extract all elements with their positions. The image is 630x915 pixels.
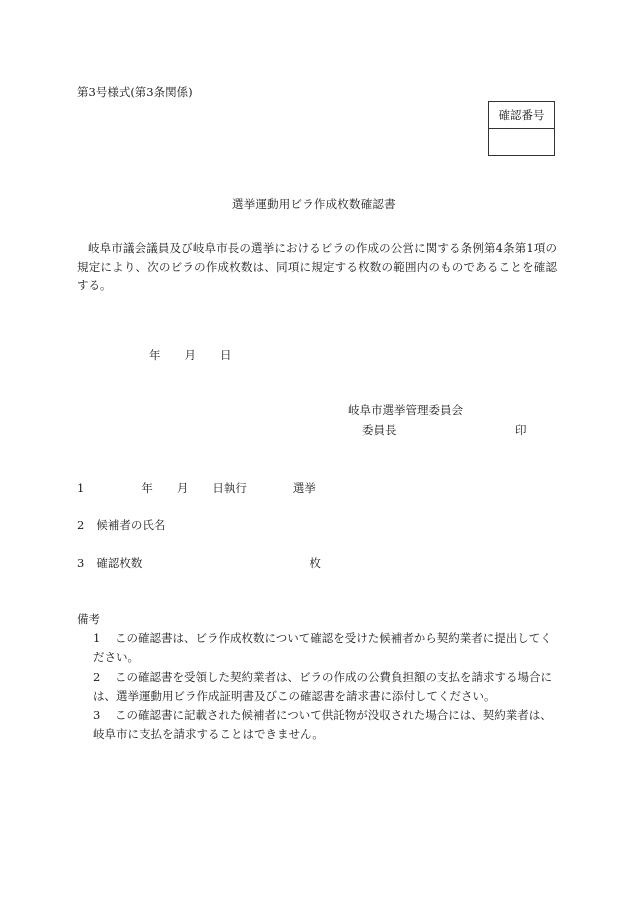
- item3-unit: 枚: [309, 556, 321, 570]
- item-election-date: [77, 480, 316, 496]
- document-title: 選挙運動用ビラ作成枚数確認書: [232, 197, 396, 211]
- date-day: 日: [220, 348, 232, 362]
- issuer-chair: 委員長: [362, 423, 397, 437]
- date-year: 年: [149, 348, 161, 362]
- item-number: 3: [77, 556, 85, 570]
- item1-election: 選挙: [292, 481, 316, 495]
- item1-day-exec: 日執行: [212, 481, 247, 495]
- seal-mark: 印: [515, 423, 527, 437]
- remarks-note: [93, 668, 555, 705]
- note-text-line1: この確認書は、ビラ作成枚数について確認を受けた候補者から契約業者に提出してく: [115, 631, 552, 645]
- remarks-note: [93, 629, 555, 666]
- confirmation-number-box: [488, 101, 555, 156]
- note-text-line2: 岐阜市に支払を請求することはできません。: [93, 726, 324, 741]
- item3-label: 確認枚数: [96, 556, 143, 570]
- item-candidate-name: [77, 517, 165, 533]
- item2-label: 候補者の氏名: [96, 518, 166, 532]
- note-text-line2: ださい。: [93, 649, 139, 664]
- item-confirmed-count: [77, 555, 321, 571]
- form-number: 第3号様式(第3条関係): [77, 85, 193, 99]
- note-text-line1: この確認書に記載された候補者について供託物が没収された場合には、契約業者は、: [115, 708, 552, 722]
- remarks-note: [93, 706, 555, 743]
- date-month: 月: [184, 348, 196, 362]
- confirmation-number-header: 確認番号: [489, 102, 554, 129]
- date-line: [149, 347, 232, 363]
- item1-month: 月: [176, 481, 189, 495]
- note-text-line2: は、選挙運動用ビラ作成証明書及びこの確認書を請求書に添付してください。: [93, 688, 496, 703]
- issuer-committee: 岐阜市選挙管理委員会: [348, 403, 463, 417]
- note-text-line1: この確認書を受領した契約業者は、ビラの作成の公費負担額の支払を請求する場合に: [115, 670, 552, 684]
- item-number: 2: [77, 518, 85, 532]
- note-number: 3: [93, 708, 101, 722]
- item1-year: 年: [141, 481, 153, 495]
- remarks-title: 備考: [77, 612, 100, 626]
- note-number: 2: [93, 670, 101, 684]
- note-number: 1: [93, 631, 101, 645]
- body-paragraph: 岐阜市議会議員及び岐阜市長の選挙におけるビラの作成の公営に関する条例第4条第1項の規定により、次のビラの作成枚数は、同項に規定する枚数の範囲内のものであることを確認する。: [77, 241, 557, 292]
- item-number: 1: [77, 481, 85, 495]
- confirmation-number-field: [489, 129, 554, 155]
